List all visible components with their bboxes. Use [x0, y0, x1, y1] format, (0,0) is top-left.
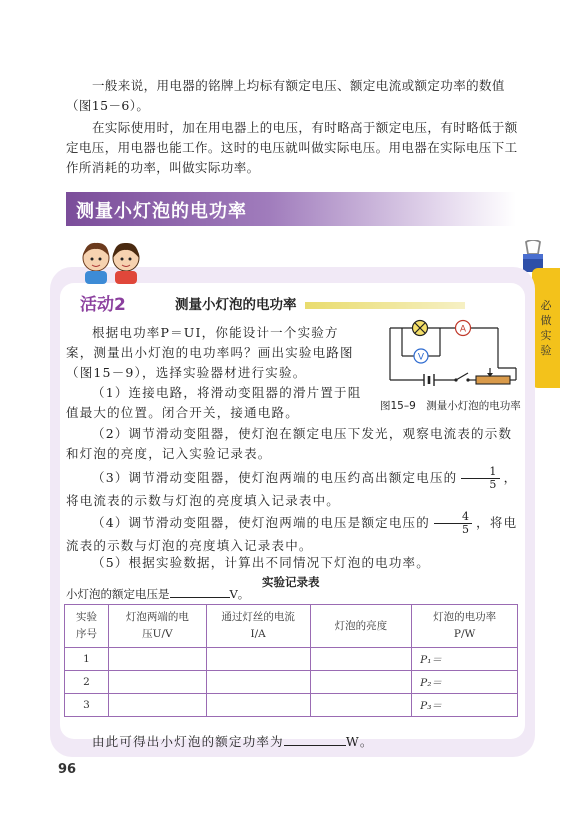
- brightness-cell[interactable]: [310, 671, 412, 694]
- trial-number: 2: [65, 671, 109, 694]
- conclusion: [92, 732, 512, 752]
- activity-intro: 根据电功率P＝UI，你能设计一个实验方案，测量出小灯泡的电功率吗？画出实验电路图（图15－9），选择实验器材进行实验。: [66, 325, 354, 380]
- children-illustration: [76, 238, 146, 284]
- voltage-cell[interactable]: [108, 648, 206, 671]
- header-brightness: 灯泡的亮度: [310, 605, 412, 648]
- rated-voltage-unit: V。: [229, 587, 250, 601]
- activity-step-4: [66, 511, 518, 556]
- rated-voltage-blank[interactable]: [170, 597, 230, 598]
- activity-step-3: [66, 466, 518, 511]
- activity-title: 测量小灯泡的电功率: [175, 297, 297, 313]
- table-title: 实验记录表: [262, 575, 320, 589]
- voltage-cell[interactable]: [108, 694, 206, 717]
- rated-power-blank[interactable]: [284, 745, 346, 746]
- activity-label: 活动2: [80, 295, 126, 315]
- table-row: [65, 694, 518, 717]
- fraction-numerator: 1: [461, 466, 499, 479]
- conclusion-text: 由此可得出小灯泡的额定功率为: [92, 734, 284, 749]
- page-number: 96: [58, 762, 77, 777]
- required-experiment-label: 必做实验: [540, 299, 552, 357]
- activity-step-2: （2）调节滑动变阻器，使灯泡在额定电压下发光，观察电流表的示数和灯泡的亮度，记入实验记录表。: [66, 426, 513, 461]
- power-cell[interactable]: P₃＝: [412, 694, 518, 717]
- power-cell[interactable]: P₂＝: [412, 671, 518, 694]
- header-trial-number: 实验序号: [65, 605, 109, 648]
- fraction-denominator: 5: [461, 523, 471, 536]
- ammeter-label: A: [459, 324, 467, 335]
- conclusion-unit: W。: [345, 734, 374, 749]
- brightness-cell[interactable]: [310, 648, 412, 671]
- activity-step-1: （1）连接电路，将滑动变阻器的滑片置于阻值最大的位置。闭合开关，接通电路。: [66, 385, 362, 420]
- power-cell[interactable]: P₁＝: [412, 648, 518, 671]
- header-current: 通过灯丝的电流I/A: [206, 605, 310, 648]
- fraction-four-fifths: [434, 511, 472, 536]
- current-cell[interactable]: [206, 648, 310, 671]
- circuit-diagram: [380, 318, 520, 394]
- step-3-text-b: ，将电流表的示数与灯泡的亮度填入记录表中。: [66, 470, 518, 508]
- activity-title-bar: [305, 302, 465, 309]
- section-title: 测量小灯泡的电功率: [76, 201, 247, 222]
- rated-voltage-note: [66, 586, 249, 602]
- trial-number: 1: [65, 648, 109, 671]
- current-cell[interactable]: [206, 694, 310, 717]
- rated-voltage-text: 小灯泡的额定电压是: [66, 587, 170, 601]
- activity-step-5: （5）根据实验数据，计算出不同情况下灯泡的电功率。: [92, 555, 430, 570]
- voltage-cell[interactable]: [108, 671, 206, 694]
- fraction-one-fifth: [461, 466, 499, 491]
- step-3-text-a: （3）调节滑动变阻器，使灯泡两端的电压约高出额定电压的: [92, 470, 458, 485]
- record-table: [64, 604, 518, 717]
- intro-paragraph-1: 一般来说，用电器的铭牌上均标有额定电压、额定电流或额定功率的数值（图15－6）。: [66, 78, 505, 113]
- trial-number: 3: [65, 694, 109, 717]
- intro-paragraph-2: 在实际使用时，加在用电器上的电压，有时略高于额定电压，有时略低于额定电压，用电器也能工作。这时的电压就叫做实际电压。用电器在实际电压下工作所消耗的功率，叫做实际功率。: [66, 120, 518, 175]
- voltmeter-label: V: [417, 352, 425, 363]
- step-4-text-a: （4）调节滑动变阻器，使灯泡两端的电压是额定电压的: [92, 515, 430, 530]
- fraction-numerator: 4: [434, 511, 472, 524]
- brightness-cell[interactable]: [310, 694, 412, 717]
- table-header-row: [65, 605, 518, 648]
- figure-caption: 图15–9 测量小灯泡的电功率: [380, 400, 521, 412]
- step-4-text-b: ，将电流表的示数与灯泡的亮度填入记录表中。: [66, 515, 518, 553]
- header-power: 灯泡的电功率P/W: [412, 605, 518, 648]
- fraction-denominator: 5: [489, 478, 498, 491]
- table-row: [65, 671, 518, 694]
- table-row: [65, 648, 518, 671]
- header-voltage: 灯泡两端的电压U/V: [108, 605, 206, 648]
- current-cell[interactable]: [206, 671, 310, 694]
